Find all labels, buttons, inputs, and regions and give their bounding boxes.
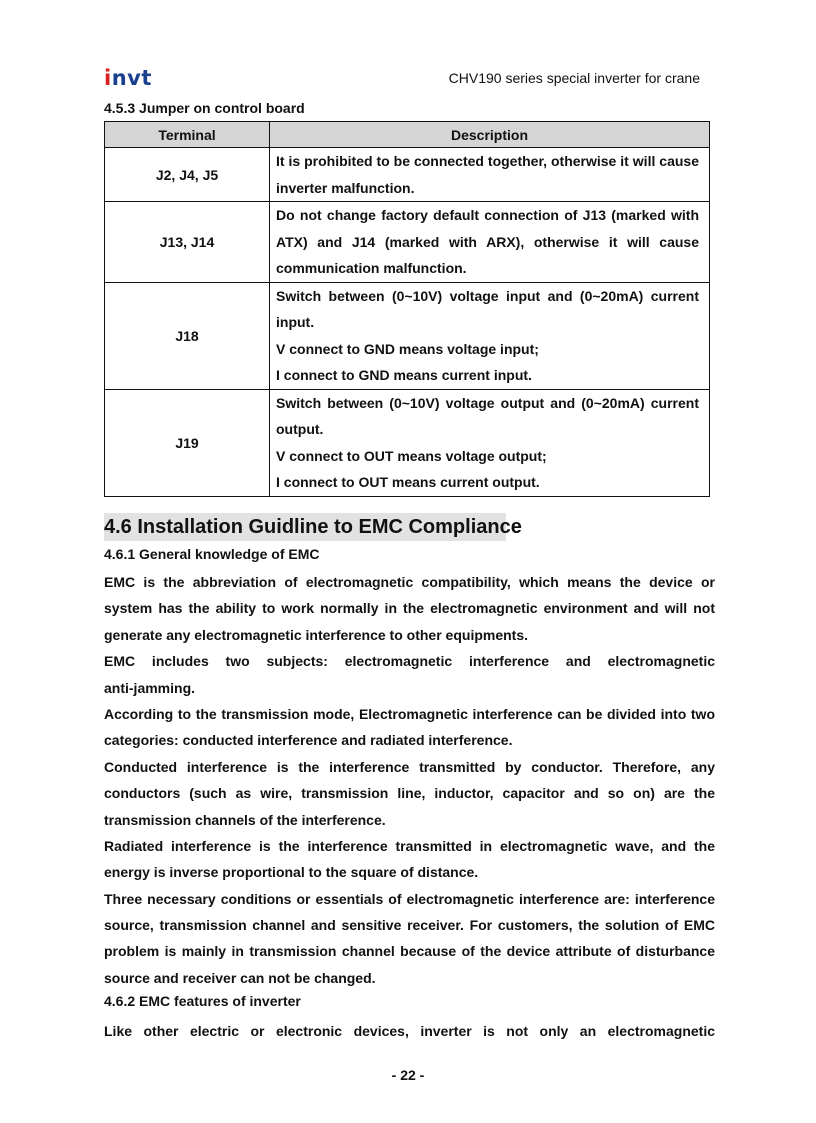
description-line: V connect to GND means voltage input; <box>276 340 539 357</box>
paragraph-line: Radiated interference is the interference transmitted in electromagnetic wave, and the <box>104 837 715 854</box>
paragraph-line: Conducted interference is the interference transmitted by conductor. Therefore, any <box>104 758 715 775</box>
description-line: I connect to GND means current input. <box>276 367 532 383</box>
column-header-description: Description <box>270 122 710 148</box>
paragraph-line: categories: conducted interference and radiated interference. <box>104 732 513 749</box>
subsection-heading-4-5-3: 4.5.3 Jumper on control board <box>104 100 305 116</box>
page-number: - 22 - <box>391 1067 425 1083</box>
description-cell <box>270 389 710 496</box>
header-title: CHV190 series special inverter for crane <box>448 70 700 86</box>
description-line: ATX) and J14 (marked with ARX), otherwise it will cause <box>276 233 699 250</box>
paragraph-line: source and receiver can not be changed. <box>104 969 376 986</box>
paragraph-line: Like other electric or electronic devices, inverter is not only an electromagnetic <box>104 1023 715 1039</box>
jumper-table <box>104 121 710 497</box>
description-line: communication malfunction. <box>276 260 467 276</box>
invt-logo: invt <box>104 66 152 90</box>
table-row <box>105 148 710 202</box>
paragraph-line: anti-jamming. <box>104 679 196 696</box>
subsection-heading-4-6-1: 4.6.1 General knowledge of EMC <box>104 546 320 562</box>
description-line: output. <box>276 421 324 437</box>
paragraph-line: transmission channels of the interference. <box>104 811 386 828</box>
description-line: input. <box>276 314 315 330</box>
table-row <box>105 282 710 389</box>
description-line: inverter malfunction. <box>276 179 415 196</box>
column-header-terminal: Terminal <box>105 122 270 148</box>
subsection-heading-4-6-2: 4.6.2 EMC features of inverter <box>104 993 301 1009</box>
terminal-cell: J19 <box>105 389 270 496</box>
description-cell <box>270 282 710 389</box>
description-line: Switch between (0~10V) voltage output and (0~20mA) current <box>276 394 699 411</box>
paragraph-emc-inverter <box>104 1018 715 1044</box>
table-header-row <box>105 122 710 148</box>
description-cell <box>270 202 710 283</box>
description-line: Do not change factory default connection of J13 (marked with <box>276 207 699 223</box>
table-row <box>105 389 710 496</box>
paragraph-line: system has the ability to work normally in the electromagnetic environment and will not <box>104 600 715 617</box>
description-line: Switch between (0~10V) voltage input and (0~20mA) current <box>276 287 699 304</box>
paragraph-line: According to the transmission mode, Electromagnetic interference can be divided into two <box>104 705 715 722</box>
paragraph-line: energy is inverse proportional to the square of distance. <box>104 864 479 881</box>
table-row <box>105 202 710 283</box>
paragraph-line: source, transmission channel and sensitive receiver. For customers, the solution of EMC <box>104 917 715 934</box>
description-line: It is prohibited to be connected together, otherwise it will cause <box>276 153 699 169</box>
paragraph-line: Three necessary conditions or essentials of electromagnetic interference are: interference <box>104 890 715 907</box>
description-line: I connect to OUT means current output. <box>276 474 540 490</box>
paragraph-line: problem is mainly in transmission channel because of the device attribute of disturbance <box>104 943 715 960</box>
terminal-cell: J18 <box>105 282 270 389</box>
paragraph-emc-definition <box>104 569 715 991</box>
description-line: V connect to OUT means voltage output; <box>276 447 547 464</box>
terminal-cell: J13, J14 <box>105 202 270 283</box>
section-title-4-6: 4.6 Installation Guidline to EMC Compliance <box>104 513 506 541</box>
description-cell <box>270 148 710 202</box>
terminal-cell: J2, J4, J5 <box>105 148 270 202</box>
paragraph-line: EMC includes two subjects: electromagnetic interference and electromagnetic <box>104 653 715 670</box>
paragraph-line: conductors (such as wire, transmission line, inductor, capacitor and so on) are the <box>104 785 715 802</box>
paragraph-line: generate any electromagnetic interference to other equipments. <box>104 626 529 643</box>
paragraph-line: EMC is the abbreviation of electromagnetic compatibility, which means the device or <box>104 574 715 590</box>
